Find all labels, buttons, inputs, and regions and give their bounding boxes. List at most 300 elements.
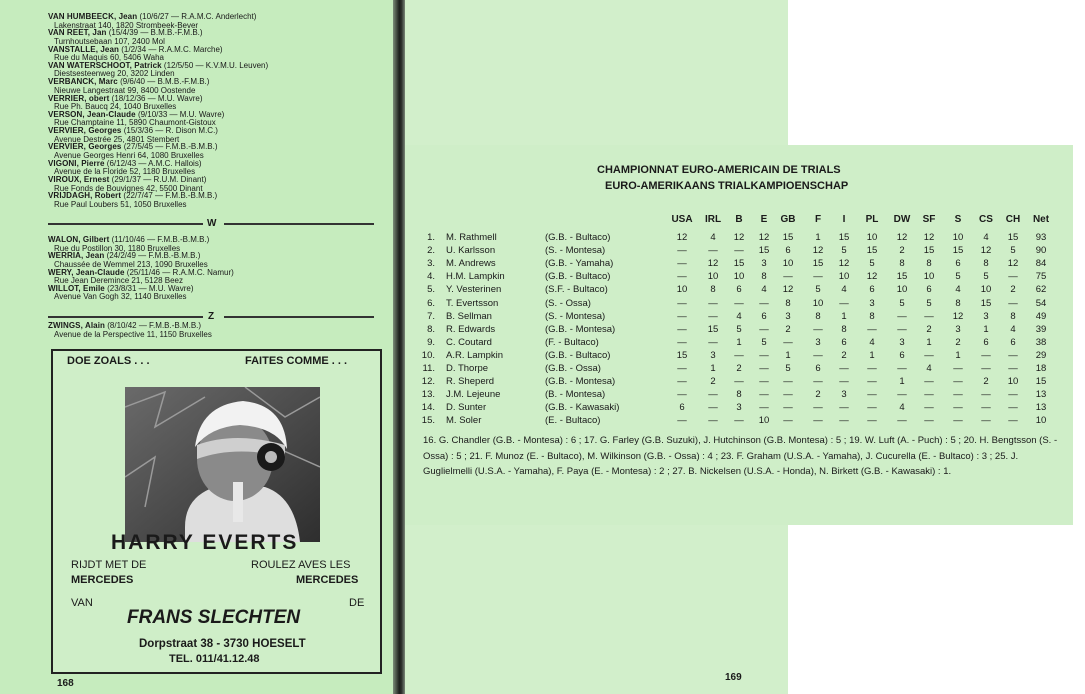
score-cell: 15: [838, 232, 850, 243]
rider-team: (E. - Bultaco): [545, 415, 601, 427]
member-entry: [48, 322, 388, 339]
rider-name: A.R. Lampkin: [446, 349, 504, 361]
score-cell: —: [953, 415, 963, 427]
score-cell: 4: [710, 232, 716, 243]
page-number-left: 168: [57, 678, 74, 689]
rank: 5.: [427, 284, 435, 296]
score-cell: —: [708, 336, 718, 348]
score-cell: 3: [736, 402, 742, 414]
member-name: ZWINGS, Alain: [48, 321, 106, 330]
rank: 12.: [421, 376, 435, 388]
column-header: Net: [1032, 214, 1050, 225]
score-cell: —: [677, 363, 687, 374]
ad-slogan-nl: DOE ZOALS . . .: [67, 355, 150, 367]
member-detail: (15/4/39 — B.M.B.-F.M.B.): [108, 28, 203, 38]
score-cell: —: [867, 415, 877, 427]
member-detail: (24/2/49 — F.M.B.-B.M.B.): [106, 251, 201, 261]
rider-name: R. Sheperd: [446, 376, 495, 388]
rider-name: Y. Vesterinen: [446, 284, 502, 296]
rider-name: M. Andrews: [446, 258, 496, 270]
score-cell: —: [981, 363, 991, 374]
score-cell: 15: [733, 258, 745, 270]
score-cell: 12: [758, 232, 770, 243]
net-score: 75: [1035, 271, 1047, 283]
score-cell: —: [897, 323, 907, 335]
score-cell: 4: [899, 402, 905, 414]
net-score: 90: [1035, 245, 1047, 257]
score-cell: —: [783, 402, 793, 414]
member-address: Avenue de la Perspective 11, 1150 Bruxelles: [54, 329, 212, 339]
score-cell: 6: [761, 310, 767, 322]
column-header: E: [760, 214, 768, 225]
score-cell: 15: [923, 245, 935, 257]
score-cell: —: [867, 376, 877, 388]
score-cell: —: [677, 297, 687, 309]
member-name: VAN REET, Jan: [48, 28, 107, 38]
score-cell: 10: [980, 284, 992, 296]
score-cell: 6: [1010, 336, 1016, 348]
member-name: VERRIER, obert: [48, 93, 110, 103]
rider-team: (G.B. - Kawasaki): [545, 402, 620, 414]
net-score: 39: [1035, 323, 1047, 335]
score-cell: 1: [926, 336, 932, 348]
score-cell: —: [783, 336, 793, 348]
score-cell: 12: [923, 232, 935, 243]
score-cell: 12: [896, 232, 908, 243]
score-cell: 10: [866, 232, 878, 243]
member-address: Rue Champtaine 11, 5890 Chaumont-Gistoux: [54, 118, 216, 128]
rider-name: J.M. Lejeune: [446, 389, 501, 401]
score-cell: —: [677, 415, 687, 427]
score-cell: 3: [841, 389, 847, 401]
score-cell: 1: [955, 349, 961, 361]
score-cell: —: [839, 363, 849, 374]
score-cell: 1: [710, 363, 716, 374]
page-number-right: 169: [725, 672, 742, 683]
score-cell: —: [783, 389, 793, 401]
score-cell: —: [813, 323, 823, 335]
divider: [224, 316, 374, 318]
member-address: Diestsesteenweg 20, 3202 Linden: [54, 69, 175, 79]
score-cell: 4: [841, 284, 847, 296]
rider-name: H.M. Lampkin: [446, 271, 505, 283]
score-cell: 3: [899, 336, 905, 348]
member-detail: (29/1/37 — R.U.M. Dinant): [111, 175, 207, 184]
score-cell: 5: [983, 271, 989, 283]
rank: 10.: [421, 349, 435, 361]
score-cell: 6: [955, 258, 961, 270]
rider-name: B. Sellman: [446, 310, 492, 322]
rank: 4.: [427, 271, 435, 283]
member-detail: (10/6/27 — R.A.M.C. Anderlecht): [139, 12, 257, 21]
member-address: Nieuwe Langestraat 99, 8400 Oostende: [54, 85, 196, 95]
member-entry: [48, 192, 388, 209]
title-dutch: EURO-AMERIKAANS TRIALKAMPIOENSCHAP: [605, 180, 849, 192]
net-score: 62: [1035, 284, 1047, 296]
rider-team: (G.B. - Ossa): [545, 363, 601, 374]
score-cell: 8: [761, 271, 767, 283]
score-cell: —: [867, 389, 877, 401]
member-name: WALON, Gilbert: [48, 235, 110, 244]
letter-heading-z: Z: [208, 311, 215, 322]
score-cell: 15: [866, 245, 878, 257]
score-cell: 8: [955, 297, 961, 309]
score-cell: 8: [869, 310, 875, 322]
member-name: WERRIA, Jean: [48, 251, 105, 261]
score-cell: —: [981, 389, 991, 401]
score-cell: —: [953, 402, 963, 414]
score-cell: —: [708, 402, 718, 414]
rider-team: (S.F. - Bultaco): [545, 284, 608, 296]
member-address: Rue du Maquis 60, 5406 Waha: [54, 53, 164, 63]
score-cell: —: [759, 297, 769, 309]
score-cell: 10: [952, 232, 964, 243]
score-cell: —: [783, 271, 793, 283]
ad-line-nl-3: VAN: [71, 597, 93, 609]
score-cell: 3: [710, 349, 716, 361]
rider-name: T. Evertsson: [446, 297, 499, 309]
member-name: VIROUX, Ernest: [48, 175, 110, 184]
score-cell: 4: [1010, 323, 1016, 335]
score-cell: —: [981, 349, 991, 361]
score-cell: —: [924, 349, 934, 361]
member-detail: (27/5/45 — F.M.B.-B.M.B.): [123, 142, 218, 152]
rank: 6.: [427, 297, 435, 309]
column-header: GB: [780, 214, 796, 225]
member-detail: (23/8/31 — M.U. Wavre): [107, 283, 194, 293]
score-cell: —: [953, 363, 963, 374]
score-cell: 4: [983, 232, 989, 243]
score-cell: 2: [710, 376, 716, 388]
score-cell: —: [677, 389, 687, 401]
score-cell: 12: [676, 232, 688, 243]
rider-team: (G.B. - Bultaco): [545, 349, 611, 361]
member-detail: (22/7/47 — F.M.B.-B.M.B.): [123, 191, 218, 201]
score-cell: 5: [869, 258, 875, 270]
score-cell: 1: [983, 323, 989, 335]
score-cell: 4: [955, 284, 961, 296]
member-name: VANSTALLE, Jean: [48, 44, 119, 54]
score-cell: —: [708, 415, 718, 427]
member-address: Lakenstraat 140, 1820 Strombeek-Bever: [54, 20, 199, 30]
score-cell: 12: [812, 245, 824, 257]
member-detail: (9/10/33 — M.U. Wavre): [137, 109, 225, 119]
member-address: Avenue Van Gogh 32, 1140 Bruxelles: [54, 292, 187, 302]
score-cell: —: [759, 389, 769, 401]
score-cell: 15: [952, 245, 964, 257]
member-address: Avenue Destrée 25, 4801 Stembert: [54, 134, 180, 144]
rider-team: (G.B. - Bultaco): [545, 271, 611, 283]
rider-team: (S. - Montesa): [545, 245, 606, 257]
ad-line-fr-3: DE: [349, 597, 365, 609]
score-cell: 10: [1007, 376, 1019, 388]
rider-photo: [125, 387, 320, 542]
net-score: 93: [1035, 232, 1047, 243]
score-cell: 12: [733, 232, 745, 243]
score-cell: 6: [983, 336, 989, 348]
score-cell: —: [897, 310, 907, 322]
score-cell: 5: [736, 323, 742, 335]
member-detail: (25/11/46 — R.A.M.C. Namur): [126, 267, 234, 277]
score-cell: —: [1008, 363, 1018, 374]
rider-team: (S. - Ossa): [545, 297, 591, 309]
member-address: Avenue de la Floride 52, 1180 Bruxelles: [54, 167, 196, 177]
score-cell: —: [981, 415, 991, 427]
ad-line-nl-1: RIJDT MET DE: [71, 559, 147, 571]
score-cell: —: [677, 376, 687, 388]
score-cell: 8: [899, 258, 905, 270]
rider-name: D. Sunter: [446, 402, 487, 414]
score-cell: 1: [841, 310, 847, 322]
score-cell: 15: [1007, 232, 1019, 243]
score-cell: —: [897, 389, 907, 401]
net-score: 13: [1035, 402, 1047, 414]
rank: 7.: [427, 310, 435, 322]
score-cell: —: [708, 310, 718, 322]
score-cell: 6: [815, 363, 821, 374]
title-french: CHAMPIONNAT EURO-AMERICAIN DE TRIALS: [597, 164, 841, 176]
score-cell: —: [924, 389, 934, 401]
score-cell: —: [839, 415, 849, 427]
member-name: VRIJDAGH, Robert: [48, 191, 122, 201]
score-cell: 3: [983, 310, 989, 322]
ad-line-nl-2: MERCEDES: [71, 574, 134, 586]
member-address: Rue Ph. Baucq 24, 1040 Bruxelles: [54, 102, 177, 112]
rider-name: R. Edwards: [446, 323, 496, 335]
score-cell: —: [839, 376, 849, 388]
score-cell: 2: [983, 376, 989, 388]
member-detail: (9/6/40 — B.M.B.-F.M.B.): [120, 77, 210, 87]
score-cell: 5: [815, 284, 821, 296]
column-header: I: [842, 214, 846, 225]
rank: 1.: [427, 232, 435, 243]
score-cell: 6: [679, 402, 685, 414]
score-cell: 2: [1010, 284, 1016, 296]
member-address: Rue Jean Deremince 21, 5128 Beez: [54, 276, 183, 286]
score-cell: —: [813, 271, 823, 283]
member-detail: (1/2/34 — R.A.M.C. Marche): [121, 44, 223, 54]
net-score: 15: [1035, 376, 1047, 388]
rider-name: M. Soler: [446, 415, 482, 427]
score-cell: 2: [785, 323, 791, 335]
ad-line-fr-2: MERCEDES: [296, 574, 359, 586]
column-header: CS: [979, 214, 993, 225]
score-cell: 15: [896, 271, 908, 283]
column-header: B: [735, 214, 743, 225]
rank: 15.: [421, 415, 435, 427]
score-cell: —: [839, 402, 849, 414]
rank: 2.: [427, 245, 435, 257]
score-cell: 15: [676, 349, 688, 361]
score-cell: —: [981, 402, 991, 414]
rank: 3.: [427, 258, 435, 270]
member-name: VIGONI, Pierre: [48, 158, 105, 168]
score-cell: —: [897, 415, 907, 427]
score-cell: —: [708, 297, 718, 309]
rider-team: (G.B. - Montesa): [545, 376, 616, 388]
score-cell: 2: [955, 336, 961, 348]
score-cell: 10: [812, 297, 824, 309]
score-cell: 10: [733, 271, 745, 283]
score-cell: 5: [761, 336, 767, 348]
score-cell: —: [1008, 297, 1018, 309]
score-cell: 1: [899, 376, 905, 388]
score-cell: —: [839, 297, 849, 309]
score-cell: —: [783, 415, 793, 427]
column-header: USA: [671, 214, 693, 225]
score-cell: 2: [841, 349, 847, 361]
score-cell: —: [677, 323, 687, 335]
score-cell: 3: [761, 258, 767, 270]
member-name: WERY, Jean-Claude: [48, 267, 125, 277]
score-cell: 12: [838, 258, 850, 270]
divider: [48, 223, 203, 225]
score-cell: 2: [736, 363, 742, 374]
score-cell: 1: [785, 349, 791, 361]
score-cell: 12: [1007, 258, 1019, 270]
score-cell: —: [924, 402, 934, 414]
member-name: VERVIER, Georges: [48, 142, 122, 152]
column-header: F: [814, 214, 822, 225]
score-cell: 6: [736, 284, 742, 296]
score-cell: —: [677, 336, 687, 348]
member-address: Rue Paul Loubers 51, 1050 Bruxelles: [54, 199, 187, 209]
net-score: 84: [1035, 258, 1047, 270]
score-cell: —: [677, 271, 687, 283]
score-cell: 3: [869, 297, 875, 309]
score-cell: 8: [710, 284, 716, 296]
score-cell: 8: [841, 323, 847, 335]
rank: 13.: [421, 389, 435, 401]
net-score: 18: [1035, 363, 1047, 374]
score-cell: —: [708, 389, 718, 401]
other-results: 16. G. Chandler (G.B. - Montesa) : 6 ; 17. G. Farley (G.B. Suzuki), J. Hutchinson (G.B. Montesa) : 5 ; 19. W. Luft (A. - Puch) : 5 ; 20. H. Bengtsson (S. - Ossa) : 5 ; 21. F. Munoz (E. - Bultaco), M. Wilkinson (G.B. - Ossa) : 4 ; 23. F. Graham (U.S.A. - Yamaha), J. Cucurella (E. - Bultaco) : 3 ; 25. J. Guglielmelli (U.S.A. - Yamaha), F. Paya (E. - Montesa) : 2 ; 27. B. Nickelsen (U.S.A. - Honda), N. Birkett (G.B. - Kawasaki) : 1.: [423, 435, 1058, 477]
member-address: Turnhoutsebaan 107, 2400 Mol: [54, 36, 165, 46]
rider-name: C. Coutard: [446, 336, 492, 348]
ad-dealer-name: FRANS SLECHTEN: [127, 607, 301, 628]
score-cell: 5: [841, 245, 847, 257]
score-cell: 10: [923, 271, 935, 283]
score-cell: 10: [676, 284, 688, 296]
score-cell: —: [759, 363, 769, 374]
score-cell: 12: [707, 258, 719, 270]
score-cell: 12: [980, 245, 992, 257]
member-detail: (11/10/46 — F.M.B.-B.M.B.): [111, 235, 210, 244]
rider-team: (G.B. - Yamaha): [545, 258, 614, 270]
score-cell: —: [813, 376, 823, 388]
rank: 8.: [427, 323, 435, 335]
member-entry: [48, 285, 388, 302]
member-name: VAN HUMBEECK, Jean: [48, 12, 138, 21]
rider-name: U. Karlsson: [446, 245, 496, 257]
member-name: VERSON, Jean-Claude: [48, 109, 136, 119]
score-cell: 15: [782, 232, 794, 243]
rider-team: (F. - Bultaco): [545, 336, 599, 348]
net-score: 38: [1035, 336, 1047, 348]
score-cell: 10: [782, 258, 794, 270]
column-header: CH: [1005, 214, 1021, 225]
score-cell: 5: [899, 297, 905, 309]
score-cell: —: [677, 310, 687, 322]
score-cell: —: [734, 415, 744, 427]
score-cell: 12: [952, 310, 964, 322]
letter-heading-w: W: [207, 218, 217, 229]
rider-team: (G.B. - Montesa): [545, 323, 616, 335]
score-cell: 2: [815, 389, 821, 401]
score-cell: —: [759, 349, 769, 361]
score-cell: 4: [761, 284, 767, 296]
score-cell: 5: [926, 297, 932, 309]
score-cell: —: [867, 363, 877, 374]
net-score: 54: [1035, 297, 1047, 309]
rider-team: (S. - Montesa): [545, 310, 606, 322]
rider-team: (B. - Montesa): [545, 389, 606, 401]
score-cell: —: [734, 376, 744, 388]
score-cell: —: [924, 376, 934, 388]
score-cell: 5: [955, 271, 961, 283]
score-cell: —: [867, 402, 877, 414]
score-cell: 15: [812, 258, 824, 270]
score-cell: —: [867, 323, 877, 335]
score-cell: 4: [736, 310, 742, 322]
score-cell: 5: [1010, 245, 1016, 257]
ad-line-fr-1: ROULEZ AVES LES: [251, 559, 351, 571]
member-address: Rue Fonds de Bouvignes 42, 5500 Dinant: [54, 183, 203, 193]
divider: [48, 316, 203, 318]
rider-name: M. Rathmell: [446, 232, 497, 243]
score-cell: 3: [785, 310, 791, 322]
net-score: 13: [1035, 389, 1047, 401]
score-cell: 6: [785, 245, 791, 257]
advertisement: [51, 349, 382, 674]
member-name: VERVIER, Georges: [48, 126, 122, 136]
score-cell: 6: [926, 284, 932, 296]
score-cell: —: [759, 402, 769, 414]
net-score: 10: [1035, 415, 1047, 427]
ad-driver-name: HARRY EVERTS: [111, 531, 299, 554]
score-cell: —: [924, 310, 934, 322]
score-cell: —: [759, 323, 769, 335]
member-detail: (6/12/43 — A.M.C. Hallois): [106, 158, 202, 168]
score-cell: 8: [926, 258, 932, 270]
rank: 9.: [427, 336, 435, 348]
rider-team: (G.B. - Bultaco): [545, 232, 611, 243]
score-cell: 2: [899, 245, 905, 257]
score-cell: 3: [955, 323, 961, 335]
score-cell: 8: [815, 310, 821, 322]
score-cell: —: [1008, 402, 1018, 414]
score-cell: —: [677, 245, 687, 257]
member-detail: (8/10/42 — F.M.B.-B.M.B.): [107, 321, 202, 330]
score-cell: —: [953, 376, 963, 388]
score-cell: 15: [758, 245, 770, 257]
score-cell: 8: [736, 389, 742, 401]
score-cell: 10: [707, 271, 719, 283]
member-address: Avenue Georges Henri 64, 1080 Bruxelles: [54, 150, 204, 160]
ad-slogan-fr: FAITES COMME . . .: [245, 355, 348, 367]
column-header: S: [954, 214, 962, 225]
net-score: 29: [1035, 349, 1047, 361]
score-cell: 5: [785, 363, 791, 374]
score-cell: 6: [899, 349, 905, 361]
score-cell: 1: [869, 349, 875, 361]
score-cell: 12: [782, 284, 794, 296]
score-cell: 1: [815, 232, 821, 243]
member-name: VERBANCK, Marc: [48, 77, 118, 87]
score-cell: —: [1008, 349, 1018, 361]
score-cell: 10: [896, 284, 908, 296]
member-detail: (15/3/36 — R. Dison M.C.): [123, 126, 218, 136]
